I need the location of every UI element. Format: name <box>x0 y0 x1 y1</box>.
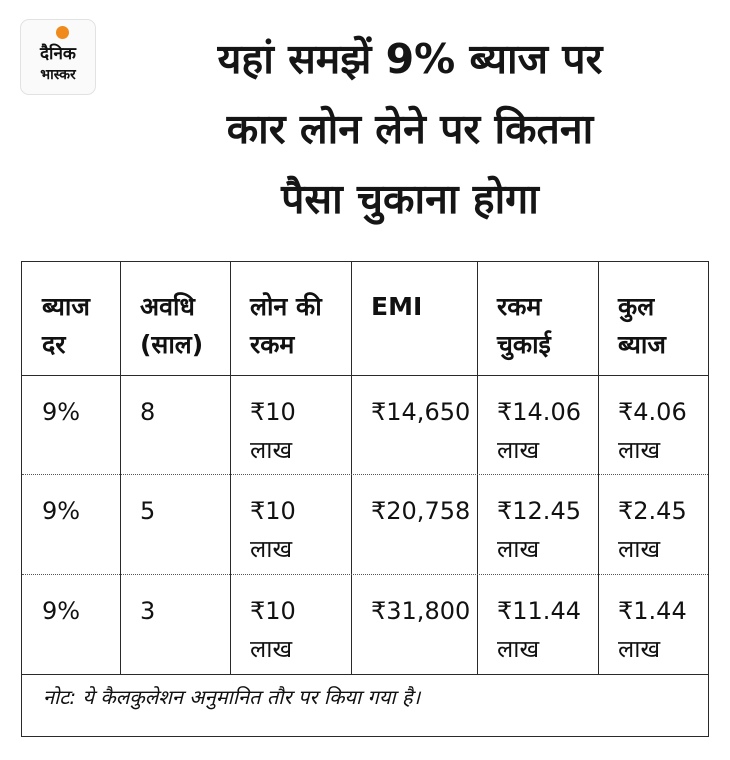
cell-line: अवधि <box>140 292 195 321</box>
table-cell <box>371 393 470 431</box>
column-divider <box>351 262 352 674</box>
cell-line: लाख <box>497 635 540 663</box>
table-cell <box>42 592 80 630</box>
cell-line: ₹14.06 <box>497 398 581 426</box>
header-cell <box>250 288 322 364</box>
table-cell <box>140 492 155 530</box>
cell-line: ₹11.44 <box>497 597 581 625</box>
cell-line: लोन की <box>250 292 322 321</box>
header-cell <box>497 288 551 364</box>
dainik-bhaskar-logo <box>20 19 96 95</box>
cell-line: लाख <box>250 635 293 663</box>
table-cell <box>250 492 296 568</box>
headline <box>110 24 710 234</box>
table-cell <box>250 592 296 668</box>
headline-line1: यहां समझें 9% ब्याज पर <box>217 35 603 83</box>
cell-line: चुकाई <box>497 330 551 359</box>
table-cell <box>140 592 155 630</box>
table-cell <box>371 492 470 530</box>
table-cell <box>250 393 296 469</box>
cell-line: EMI <box>371 292 423 321</box>
sun-icon <box>56 26 69 39</box>
headline-line2: कार लोन लेने पर कितना <box>226 105 594 153</box>
cell-line: ₹10 <box>250 398 296 426</box>
cell-line: दर <box>42 330 66 359</box>
cell-line: 8 <box>140 398 156 426</box>
cell-line: 9% <box>42 497 81 525</box>
cell-line: रकम <box>250 330 295 359</box>
column-divider <box>598 262 599 674</box>
cell-line: लाख <box>250 535 293 563</box>
cell-line: ब्याज <box>42 292 90 321</box>
cell-line: ₹1.44 <box>618 597 687 625</box>
cell-line: लाख <box>250 436 293 464</box>
cell-line: ब्याज <box>618 330 666 359</box>
table-cell <box>371 592 470 630</box>
cell-line: ₹31,800 <box>371 597 471 625</box>
cell-line: 9% <box>42 398 81 426</box>
cell-line: (साल) <box>140 330 204 359</box>
cell-line: 5 <box>140 497 156 525</box>
cell-line: ₹20,758 <box>371 497 471 525</box>
cell-line: 9% <box>42 597 81 625</box>
cell-line: लाख <box>618 436 661 464</box>
cell-line: लाख <box>618 535 661 563</box>
loan-table <box>21 261 709 737</box>
table-cell <box>140 393 155 431</box>
cell-line: ₹10 <box>250 597 296 625</box>
cell-line: ₹10 <box>250 497 296 525</box>
table-cell <box>497 492 581 568</box>
table-note: नोट: ये कैलकुलेशन अनुमानित तौर पर किया गया है। <box>43 685 421 709</box>
table-cell <box>618 393 687 469</box>
cell-line: ₹2.45 <box>618 497 687 525</box>
headline-line3: पैसा चुकाना होगा <box>281 175 539 223</box>
table-cell <box>497 592 581 668</box>
table-cell <box>42 393 80 431</box>
header-cell <box>371 288 422 326</box>
row-divider-solid <box>22 375 708 376</box>
header-cell <box>618 288 666 364</box>
cell-line: 3 <box>140 597 156 625</box>
logo-text-line2: भास्कर <box>40 67 76 83</box>
table-cell <box>497 393 581 469</box>
row-divider-dotted <box>22 574 708 575</box>
column-divider <box>230 262 231 674</box>
row-divider-solid <box>22 674 708 675</box>
cell-line: लाख <box>497 535 540 563</box>
cell-line: ₹4.06 <box>618 398 687 426</box>
cell-line: रकम <box>497 292 542 321</box>
header-cell <box>140 288 203 364</box>
table-cell <box>618 492 687 568</box>
row-divider-dotted <box>22 474 708 475</box>
header-cell <box>42 288 90 364</box>
cell-line: लाख <box>618 635 661 663</box>
logo-text-line1: दैनिक <box>40 44 76 64</box>
cell-line: लाख <box>497 436 540 464</box>
table-cell <box>42 492 80 530</box>
column-divider <box>477 262 478 674</box>
cell-line: कुल <box>618 292 655 321</box>
table-cell <box>618 592 687 668</box>
cell-line: ₹14,650 <box>371 398 471 426</box>
column-divider <box>120 262 121 674</box>
cell-line: ₹12.45 <box>497 497 581 525</box>
